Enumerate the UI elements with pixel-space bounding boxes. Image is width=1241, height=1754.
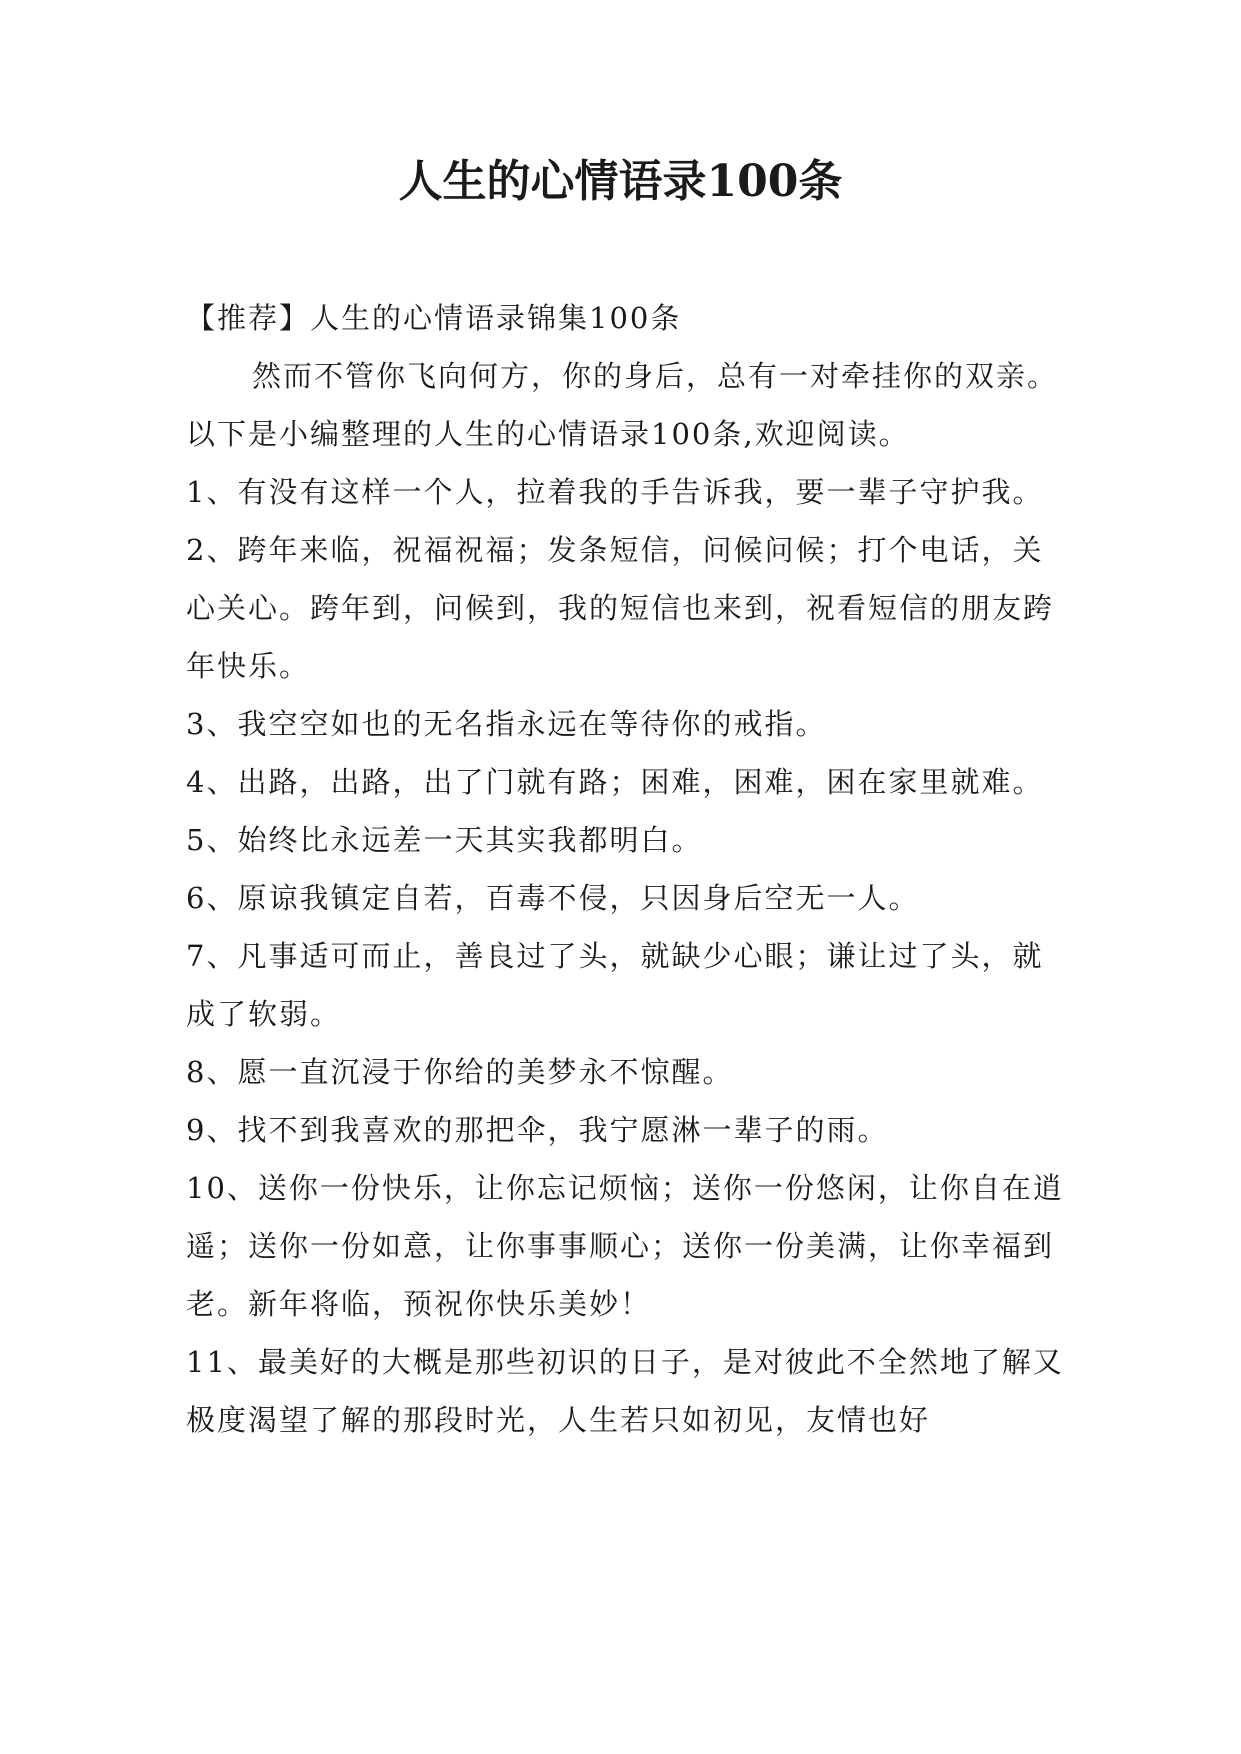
quote-item-4: 4、出路，出路，出了门就有路；困难，困难，困在家里就难。: [186, 765, 1044, 799]
quote-item-7: 7、凡事适可而止，善良过了头，就缺少心眼；谦让过了头，就成了软弱。: [186, 939, 1044, 1031]
quote-item-9: 9、找不到我喜欢的那把伞，我宁愿淋一辈子的雨。: [186, 1113, 889, 1147]
quote-item-6: 6、原谅我镇定自若，百毒不侵，只因身后空无一人。: [186, 881, 920, 915]
quote-item-10: 10、送你一份快乐，让你忘记烦恼；送你一份悠闲，让你自在逍遥；送你一份如意，让你事事顺心；送你一份美满，让你幸福到老。新年将临，预祝你快乐美妙！: [186, 1171, 1064, 1321]
quote-item-3: 3、我空空如也的无名指永远在等待你的戒指。: [186, 707, 827, 741]
document-title: 人生的心情语录100条: [398, 156, 843, 207]
quote-item-11: 11、最美好的大概是那些初识的日子，是对彼此不全然地了解又极度渴望了解的那段时光，人生若只如初见，友情也好: [186, 1345, 1064, 1437]
quote-item-5: 5、始终比永远差一天其实我都明白。: [186, 823, 703, 857]
document-body: [186, 289, 1066, 1449]
quote-item-8: 8、愿一直沉浸于你给的美梦永不惊醒。: [186, 1055, 734, 1089]
recommend-line: 【推荐】人生的心情语录锦集100条: [186, 301, 682, 335]
quote-item-1: 1、有没有这样一个人，拉着我的手告诉我，要一辈子守护我。: [186, 475, 1044, 509]
intro-paragraph: 然而不管你飞向何方，你的身后，总有一对牵挂你的双亲。以下是小编整理的人生的心情语录100条,欢迎阅读。: [186, 359, 1059, 451]
quote-item-2: 2、跨年来临，祝福祝福；发条短信，问候问候；打个电话，关心关心。跨年到，问候到，我的短信也来到，祝看短信的朋友跨年快乐。: [186, 533, 1055, 683]
